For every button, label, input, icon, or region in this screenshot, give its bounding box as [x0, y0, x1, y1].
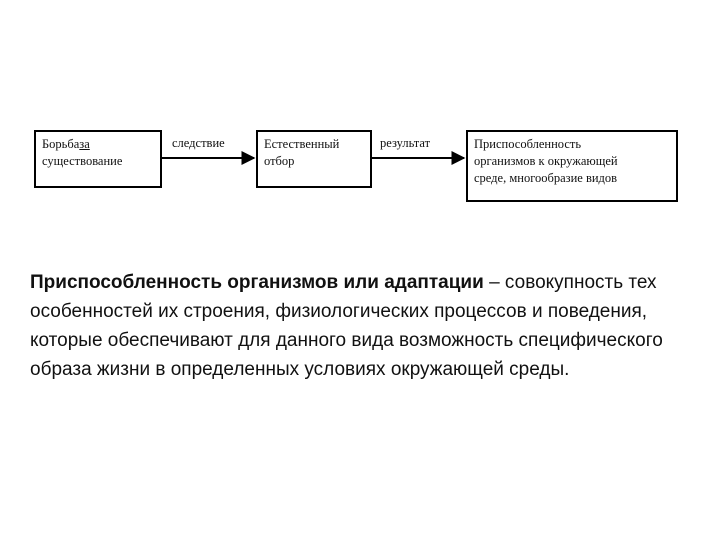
box-struggle-for-existence: [34, 130, 162, 188]
box1-text-a: Борьба: [42, 137, 80, 151]
definition-term: Приспособленность организмов или адаптации: [30, 272, 484, 293]
box-adaptation-diversity: Приспособленность организмов к окружающей среде, многообразие видов: [466, 130, 678, 202]
arrow-label-consequence: следствие: [172, 136, 225, 150]
box1-text-c: существование: [42, 154, 123, 168]
definition-paragraph: [30, 268, 696, 384]
definition-dash: –: [483, 272, 505, 293]
arrow-label-result: результат: [380, 136, 431, 150]
box-natural-selection: Естественный отбор: [256, 130, 372, 188]
box1-text-b: за: [79, 137, 90, 151]
definition-body: совокупность тех особенностей их строения, физиологических процессов и поведения, которые обеспечивают для данного вида возможность специфического образа жизни в определенных условиях окружающей среды.: [30, 272, 663, 380]
